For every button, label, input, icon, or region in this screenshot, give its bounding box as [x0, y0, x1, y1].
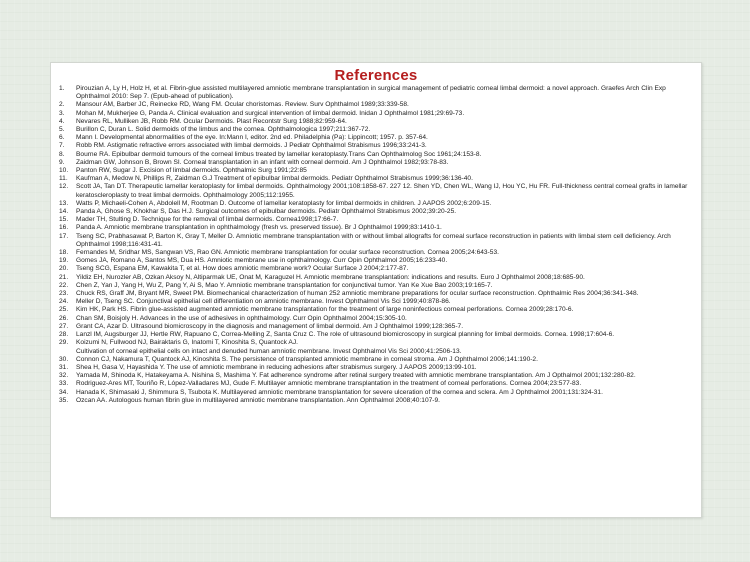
reference-number: 10. [59, 167, 69, 175]
reference-text: Panda A. Amniotic membrane transplantation in ophthalmology (fresh vs. preserved tissue). Br J Ophthalmol 1999;83:1410-1. [76, 224, 442, 232]
reference-number: 17. [59, 232, 69, 240]
reference-text: Chan SM, Boisjoly H. Advances in the use of adhesives in ophthalmology. Curr Opin Ophthalmol 2004;15:305-10. [76, 314, 407, 322]
reference-item [59, 208, 695, 216]
reference-text: Panda A, Ghose S, Khokhar S, Das H.J. Surgical outcomes of epibulbar dermoids. Pediatr Ophthalmol Strabismus 2002;39:20-25. [76, 208, 457, 216]
reference-number: 2. [59, 101, 65, 109]
reference-item [59, 364, 695, 372]
reference-text: Meller D, Tseng SC. Conjunctival epithelial cell differentiation on amniotic membrane. Invest Ophthalmol Vis Sci 1999;40:878-86. [76, 298, 451, 306]
reference-text: Gomes JA, Romano A, Santos MS, Dua HS. Amniotic membrane use in ophthalmology. Curr Opin Ophthalmol 2005;16:233-40. [76, 257, 448, 265]
reference-item [59, 356, 695, 364]
reference-item [59, 339, 695, 347]
reference-number: 23. [59, 290, 69, 298]
reference-item [59, 216, 695, 224]
reference-number: 1. [59, 85, 65, 92]
reference-item [59, 101, 695, 109]
reference-item [59, 331, 695, 339]
reference-item [59, 85, 695, 101]
reference-text: Yamada M, Shinoda K, Hatakeyama A. Nishina S, Mashima Y. Fat adherence syndrome after retinal surgery treated with amniotic membrane transplantation. Am J Opthalmol 2001;132:280-82. [76, 372, 636, 380]
reference-text: Kim HK, Park HS. Fibrin glue-assisted augmented amniotic membrane transplantation for the treatment of large noninfectious corneal perforations. Cornea 2009;28:170-6. [76, 306, 574, 314]
reference-text: Mohan M, Mukherjee G, Panda A. Clinical evaluation and surgical intervention of limbal dermoid. Inidan J Ophthalmol 1981;29:69-73. [76, 109, 465, 117]
reference-number: 25. [59, 306, 69, 314]
reference-number: 14. [59, 208, 69, 216]
reference-text: Hanada K, Shimasaki J, Shimmura S, Tsubota K. Multilayered amniotic membrane transplantation for severe ulceration of the cornea and sclera. Am J Ophthalmol 2001;131:324-31. [76, 388, 603, 396]
reference-number: 31. [59, 363, 69, 371]
reference-number: 32. [59, 372, 69, 380]
reference-item [59, 175, 695, 183]
reference-text: Cultivation of corneal epithelial cells on intact and denuded human amniotic membrane. Invest Ophthalmol Vis Sci 2000;41:2506-13. [76, 347, 462, 355]
reference-number: 28. [59, 331, 69, 339]
reference-item [59, 159, 695, 167]
reference-text: Scott JA, Tan DT. Therapeutic lamellar keratoplasty for limbal dermoids. Ophthalmology 2001;108:1858-67. 227 12. Shen YD, Chen WL, Wang IJ, Hou YC, Hu FR. Full-thickness central corneal grafts in lamellar keratoscleroplasty to treat limbal dermoids. Ophthalmology 2005;112:1955. [76, 183, 688, 199]
reference-text: Robb RM. Astigmatic refractive errors associated with limbal dermoids. J Pediatr Ophthalmol Strabismus 1996;33:241-3. [76, 142, 427, 150]
reference-text: Rodriguez-Ares MT, Touriño R, López-Valladares MJ, Gude F. Multilayer amniotic membrane transplantation in the treatment of corneal perforations. Cornea 2004;23:577-83. [76, 380, 582, 388]
reference-item [59, 134, 695, 142]
reference-text: Koizumi N, Fullwood NJ, Bairaktaris G, Inatomi T, Kinoshita S, Quantock AJ. [76, 339, 298, 347]
reference-number: 22. [59, 281, 69, 289]
reference-item [59, 118, 695, 126]
reference-item [59, 372, 695, 380]
reference-text: Chen Z, Yan J, Yang H, Wu Z, Pang Y, Ai S, Mao Y. Amniotic membrane transplantation for conjunctival tumor. Yan Ke Xue Bao 2003;19:165-7. [76, 281, 493, 289]
reference-list [59, 85, 695, 405]
reference-text: Nevares RL, Mulliken JB, Robb RM. Ocular Dermoids. Plast Recontstr Surg 1988;82:959-64. [76, 117, 347, 125]
reference-number: 30. [59, 355, 69, 363]
reference-item [59, 233, 695, 249]
references-panel [50, 62, 702, 518]
reference-number: 24. [59, 298, 69, 306]
reference-item [59, 397, 695, 405]
reference-item [59, 110, 695, 118]
reference-text: Grant CA, Azar D. Ultrasound biomicroscopy in the diagnosis and management of limbal dermoid. Am J Ophthalmol 1999;128:365-7. [76, 322, 464, 330]
reference-number: 20. [59, 265, 69, 273]
reference-number: 3. [59, 109, 65, 117]
reference-text: Mann I. Developmental abnormalities of the eye. In:Mann I, editor. 2nd ed. Philadelphia (Pa): Lippincott; 1957. p. 357-64. [76, 134, 428, 142]
reference-number: 18. [59, 249, 69, 257]
reference-number: 5. [59, 126, 65, 134]
reference-number: 11. [59, 175, 68, 183]
reference-text: Pirouzian A, Ly H, Holz H, et al. Fibrin-glue assisted multilayered amniotic membrane transplantation in surgical management of pediatric corneal limbal dermoid: a novel approach. Graefes Arch Clin Exp Ophthalmol 2010: Sep 7. (Epub-ahead of publication). [76, 85, 666, 101]
reference-item [59, 389, 695, 397]
reference-number: 29. [59, 339, 69, 347]
reference-number: 4. [59, 117, 65, 125]
reference-number: 16. [59, 224, 69, 232]
reference-text: Fernandes M, Sridhar MS, Sangwan VS, Rao GN. Amniotic membrane transplantation for ocular surface reconstruction. Cornea 2005;24:643-53. [76, 249, 499, 257]
reference-text: Bourne RA. Epibulbar dermoid tumours of the corneal limbus treated by lamellar keratoplasty.Trans Can Ophthalmolog Soc 1961;24:153-8. [76, 150, 482, 158]
reference-number: 8. [59, 150, 65, 158]
reference-number: 19. [59, 257, 69, 265]
reference-text: Tseng SC, Prabhasawat P, Barton K, Gray T, Meller D. Amniotic membrane transplantation with or without limbal allografts for corneal surface reconstruction in patients with limbal stem cell deficiency. Arch Ophthalmol 1998;116:431-41. [76, 232, 671, 248]
reference-text: Mansour AM, Barber JC, Reinecke RD, Wang FM. Ocular choristomas. Review. Surv Ophthalmol 1989;33:339-58. [76, 101, 409, 109]
reference-number: 26. [59, 314, 69, 322]
reference-item [59, 126, 695, 134]
reference-text: Watts P, Michaeli-Cohen A, Abdolell M, Rootman D. Outcome of lamellar keratoplasty for limbal dermoids in children. J AAPOS 2002;6:209-15. [76, 199, 492, 207]
reference-number: 9. [59, 158, 65, 166]
reference-text: Mader TH, Stulting D. Technique for the removal of limbal dermoids. Cornea1998;17:66-7. [76, 216, 339, 224]
reference-text: Chuck RS, Graff JM, Bryant MR, Sweet PM. Biomechanical characterization of human 252 amniotic membrane preparations for ocular surface reconstruction. Ophthalmic Res 2004;36:341-348. [76, 290, 639, 298]
reference-number: 27. [59, 322, 69, 330]
reference-text: Ozcan AA. Autologous human fibrin glue in multilayered amniotic membrane transplantation. Ann Ophthalmol 2008;40:107-9. [76, 396, 440, 404]
reference-text: Connon CJ, Nakamura T, Quantock AJ, Kinoshita S. The persistence of transplanted amniotic membrane in corneal stroma. Am J Ophthalmol 2006;141:190-2. [76, 355, 538, 363]
reference-item [59, 167, 695, 175]
reference-item [59, 142, 695, 150]
reference-item [59, 265, 695, 273]
reference-number: 35. [59, 396, 69, 404]
reference-item [59, 306, 695, 314]
reference-item [59, 282, 695, 290]
reference-item [59, 224, 695, 232]
reference-item [59, 274, 695, 282]
reference-item [59, 257, 695, 265]
reference-number: 12. [59, 183, 69, 191]
reference-text: Shea H, Gasa V, Hayashida Y. The use of amniotic membrane in reducing adhesions after strabismus surgery. J AAPOS 2009;13:99-101. [76, 363, 477, 371]
reference-number: 15. [59, 216, 69, 224]
reference-item [59, 151, 695, 159]
reference-text: Kaufman A, Medow N, Phillips R, Zaidman G.J Treatment of epibulbar limbal dermoids. Pediatr Ophthalmol Strabismus 1999;36:136-40. [76, 175, 473, 183]
reference-text: Zaidman GW, Johnson B, Brown SI. Corneal transplantation in an infant with corneal dermoid. Am J Ophthalmol 1982;93:78-83. [76, 158, 449, 166]
reference-number: 7. [59, 142, 65, 150]
reference-item [59, 315, 695, 323]
reference-item [59, 249, 695, 257]
reference-item [59, 348, 695, 356]
reference-item [59, 290, 695, 298]
reference-number: 6. [59, 134, 65, 142]
reference-text: Burillon C, Duran L. Solid dermoids of the limbus and the cornea. Ophthalmologica 1997;211:367-72. [76, 126, 371, 134]
reference-item [59, 380, 695, 388]
reference-text: Yildiz EH, Nurozler AB, Ozkan Aksoy N, Altiparmak UE, Onat M, Karaguzel H. Amniotic membrane transplantation: indications and results. Euro J Ophthalmol 2008;18:685-90. [76, 273, 585, 281]
reference-item [59, 298, 695, 306]
reference-item [59, 183, 695, 199]
reference-item [59, 200, 695, 208]
reference-number: 34. [59, 388, 69, 396]
reference-text: Lanzl IM, Augsburger JJ, Hertle RW, Rapuano C, Correa-Melling Z, Santa Cruz C. The role of ultrasound biomicroscopy in surgical planning for limbal dermoids. Cornea. 1998;17:604-6. [76, 331, 615, 339]
reference-item [59, 323, 695, 331]
page-title: References [334, 67, 418, 84]
reference-number: 13. [59, 199, 69, 207]
reference-number: 33. [59, 380, 69, 388]
reference-text: Tseng SCG, Espana EM, Kawakita T, et al. How does amniotic membrane work? Ocular Surface J 2004;2:177-87. [76, 265, 409, 273]
reference-text: Panton RW, Sugar J. Excision of limbal dermoids. Ophthalmic Surg 1991;22:85 [76, 167, 307, 175]
reference-number: 21. [59, 273, 69, 281]
